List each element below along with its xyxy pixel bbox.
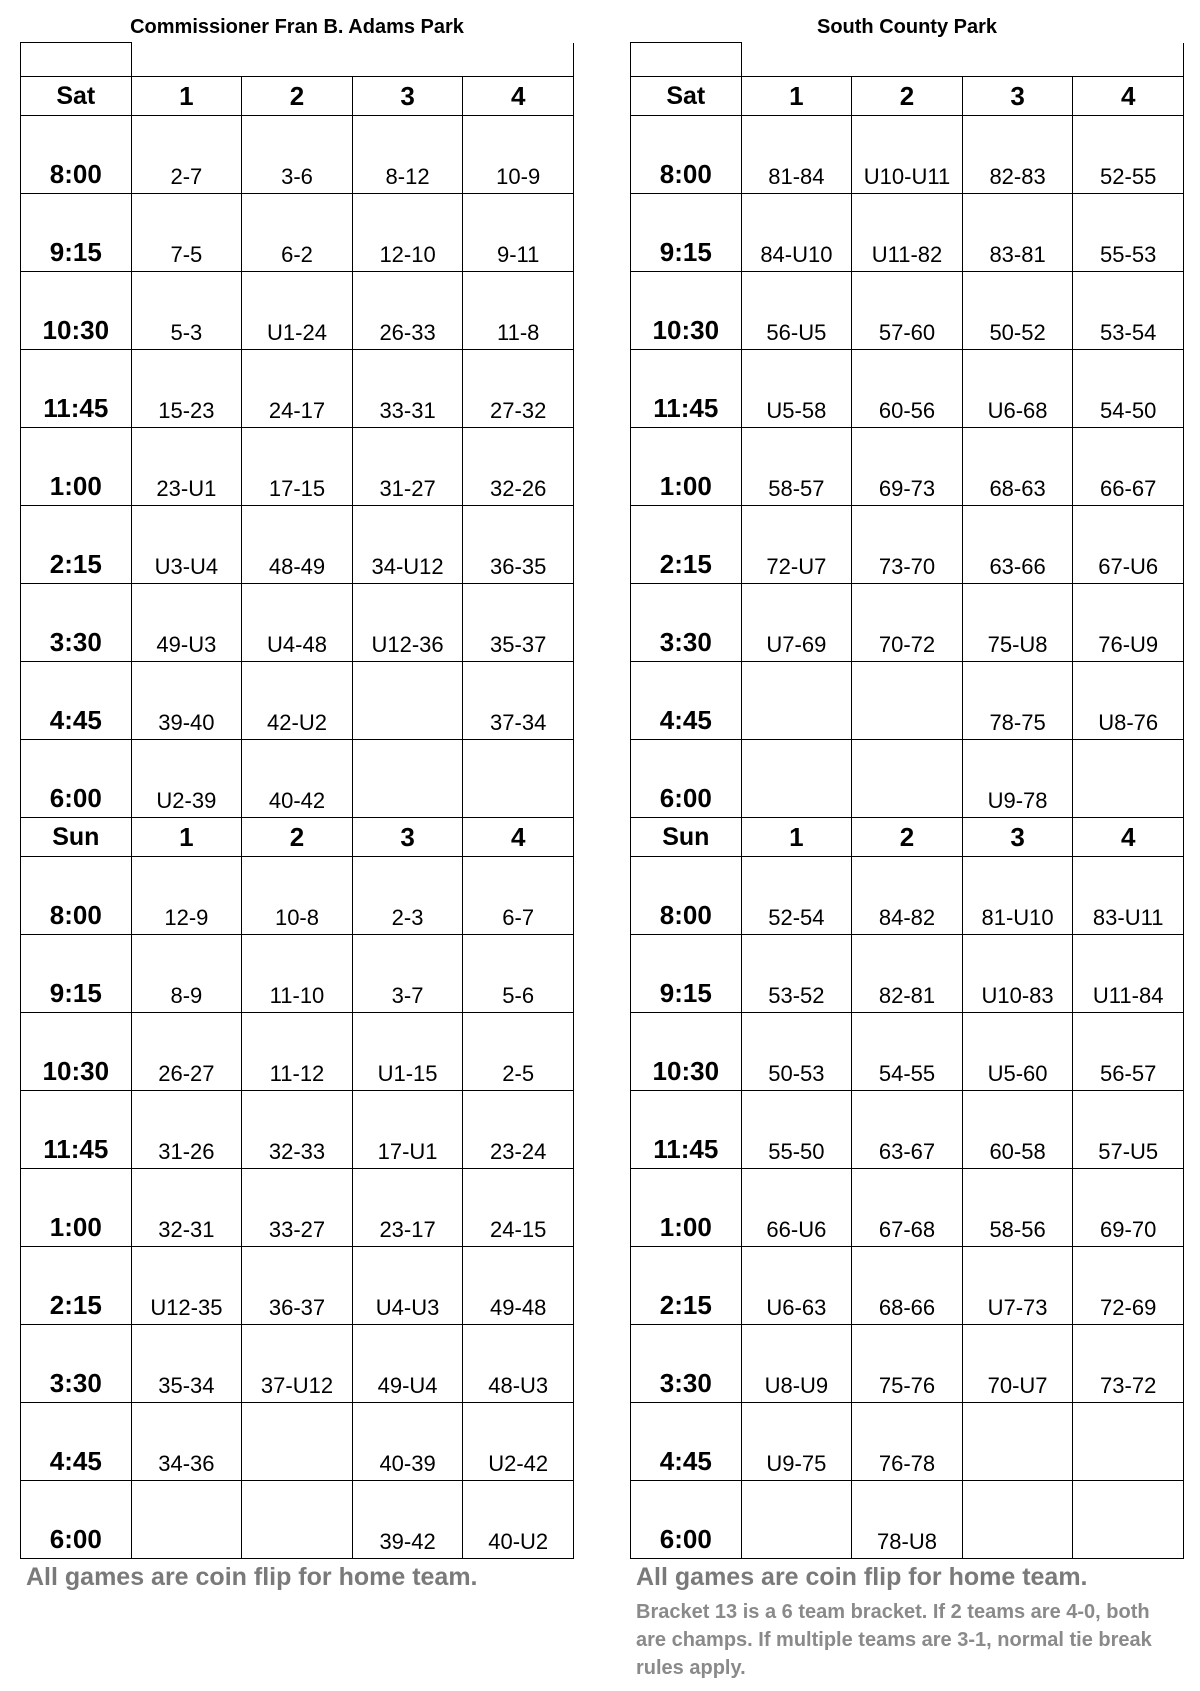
game-cell: 72-U7 — [741, 506, 852, 584]
time-label: 2:15 — [21, 1247, 132, 1325]
time-slot-row — [21, 584, 574, 662]
time-label: 9:15 — [21, 935, 132, 1013]
game-cell: 63-67 — [852, 1091, 963, 1169]
game-cell: 81-U10 — [962, 857, 1073, 935]
game-cell: 40-39 — [352, 1403, 463, 1481]
game-cell: 26-33 — [352, 272, 463, 350]
time-slot-row — [631, 1325, 1184, 1403]
blank-cell — [242, 43, 353, 77]
time-label: 3:30 — [631, 584, 742, 662]
game-cell: 27-32 — [463, 350, 574, 428]
game-cell: 84-82 — [852, 857, 963, 935]
game-cell: 2-7 — [131, 116, 242, 194]
game-cell: 53-54 — [1073, 272, 1184, 350]
schedule-table — [630, 42, 1184, 1559]
day-header-row — [21, 818, 574, 857]
park-title: South County Park — [816, 16, 997, 38]
blank-cell — [741, 43, 852, 77]
game-cell: 52-54 — [741, 857, 852, 935]
time-slot-row — [21, 1247, 574, 1325]
time-label: 4:45 — [631, 662, 742, 740]
time-slot-row — [631, 428, 1184, 506]
time-label: 11:45 — [21, 1091, 132, 1169]
game-cell: 37-34 — [463, 662, 574, 740]
game-cell: 76-U9 — [1073, 584, 1184, 662]
time-label: 3:30 — [631, 1325, 742, 1403]
time-label: 3:30 — [21, 584, 132, 662]
field-label: 1 — [131, 818, 242, 857]
game-cell: 12-10 — [352, 194, 463, 272]
game-cell: 66-U6 — [741, 1169, 852, 1247]
game-cell: 11-12 — [242, 1013, 353, 1091]
time-label: 9:15 — [631, 935, 742, 1013]
game-cell: 31-27 — [352, 428, 463, 506]
blank-cell — [962, 43, 1073, 77]
game-cell: U3-U4 — [131, 506, 242, 584]
blank-cell — [352, 43, 463, 77]
game-cell: 73-72 — [1073, 1325, 1184, 1403]
game-cell: 32-26 — [463, 428, 574, 506]
time-slot-row — [21, 662, 574, 740]
time-label: 1:00 — [21, 1169, 132, 1247]
time-slot-row — [21, 272, 574, 350]
game-cell: 69-73 — [852, 428, 963, 506]
day-header-row — [21, 77, 574, 116]
game-cell: 12-9 — [131, 857, 242, 935]
game-cell: U2-42 — [463, 1403, 574, 1481]
game-cell — [962, 1403, 1073, 1481]
time-slot-row — [21, 428, 574, 506]
game-cell: U8-U9 — [741, 1325, 852, 1403]
game-cell: 70-U7 — [962, 1325, 1073, 1403]
time-label: 4:45 — [21, 662, 132, 740]
game-cell: 57-U5 — [1073, 1091, 1184, 1169]
game-cell: 84-U10 — [741, 194, 852, 272]
time-slot-row — [21, 1013, 574, 1091]
blank-cell — [463, 43, 574, 77]
time-slot-row — [631, 1247, 1184, 1325]
game-cell: 10-9 — [463, 116, 574, 194]
game-cell: U12-35 — [131, 1247, 242, 1325]
game-cell — [242, 1481, 353, 1559]
game-cell — [741, 1481, 852, 1559]
time-slot-row — [21, 350, 574, 428]
time-slot-row — [21, 1481, 574, 1559]
game-cell: 78-75 — [962, 662, 1073, 740]
time-label: 11:45 — [631, 350, 742, 428]
game-cell: 76-78 — [852, 1403, 963, 1481]
game-cell: 17-15 — [242, 428, 353, 506]
game-cell: 23-U1 — [131, 428, 242, 506]
game-cell: 40-U2 — [463, 1481, 574, 1559]
game-cell: 2-3 — [352, 857, 463, 935]
game-cell: 2-5 — [463, 1013, 574, 1091]
game-cell: 49-48 — [463, 1247, 574, 1325]
game-cell: 5-6 — [463, 935, 574, 1013]
game-cell — [352, 740, 463, 818]
game-cell: 81-84 — [741, 116, 852, 194]
field-label: 1 — [131, 77, 242, 116]
time-label: 6:00 — [21, 1481, 132, 1559]
game-cell: 42-U2 — [242, 662, 353, 740]
park-south-county — [630, 12, 1184, 1682]
game-cell: U8-76 — [1073, 662, 1184, 740]
game-cell: 60-58 — [962, 1091, 1073, 1169]
time-slot-row — [21, 1403, 574, 1481]
time-label: 6:00 — [631, 740, 742, 818]
game-cell: 33-27 — [242, 1169, 353, 1247]
game-cell: 6-7 — [463, 857, 574, 935]
game-cell: 68-66 — [852, 1247, 963, 1325]
time-slot-row — [21, 1325, 574, 1403]
game-cell: U10-U11 — [852, 116, 963, 194]
game-cell: U5-60 — [962, 1013, 1073, 1091]
game-cell: 56-57 — [1073, 1013, 1184, 1091]
game-cell: 37-U12 — [242, 1325, 353, 1403]
bracket-note: Bracket 13 is a 6 team bracket. If 2 teams are 4-0, both are champs. If multiple teams are 3-1, normal tie break rules apply. — [636, 1601, 1152, 1679]
field-label: 2 — [852, 77, 963, 116]
time-slot-row — [21, 935, 574, 1013]
game-cell: 54-55 — [852, 1013, 963, 1091]
game-cell: U6-68 — [962, 350, 1073, 428]
schedule-table — [20, 42, 574, 1559]
field-label: 1 — [741, 818, 852, 857]
time-label: 10:30 — [21, 1013, 132, 1091]
game-cell: 73-70 — [852, 506, 963, 584]
field-label: 2 — [242, 818, 353, 857]
game-cell — [741, 740, 852, 818]
game-cell: 23-24 — [463, 1091, 574, 1169]
game-cell: 52-55 — [1073, 116, 1184, 194]
time-label: 9:15 — [21, 194, 132, 272]
time-slot-row — [631, 584, 1184, 662]
time-label: 6:00 — [631, 1481, 742, 1559]
game-cell: 39-42 — [352, 1481, 463, 1559]
time-slot-row — [631, 272, 1184, 350]
game-cell: 70-72 — [852, 584, 963, 662]
blank-cell — [852, 43, 963, 77]
game-cell: 8-9 — [131, 935, 242, 1013]
game-cell: 66-67 — [1073, 428, 1184, 506]
game-cell: 83-U11 — [1073, 857, 1184, 935]
game-cell: 35-34 — [131, 1325, 242, 1403]
time-label: 2:15 — [631, 506, 742, 584]
game-cell — [1073, 1481, 1184, 1559]
time-slot-row — [631, 506, 1184, 584]
time-label: 2:15 — [21, 506, 132, 584]
field-label: 4 — [463, 77, 574, 116]
game-cell: 83-81 — [962, 194, 1073, 272]
game-cell: 34-36 — [131, 1403, 242, 1481]
blank-header-row — [631, 43, 1184, 77]
time-label: 8:00 — [631, 857, 742, 935]
corner-cell — [21, 43, 132, 77]
time-slot-row — [21, 857, 574, 935]
day-header-row — [631, 77, 1184, 116]
day-header-row — [631, 818, 1184, 857]
game-cell: 5-3 — [131, 272, 242, 350]
game-cell: U9-78 — [962, 740, 1073, 818]
game-cell: 67-U6 — [1073, 506, 1184, 584]
game-cell: U10-83 — [962, 935, 1073, 1013]
game-cell: 24-17 — [242, 350, 353, 428]
day-label: Sat — [631, 77, 742, 116]
time-slot-row — [631, 662, 1184, 740]
field-label: 1 — [741, 77, 852, 116]
game-cell: 69-70 — [1073, 1169, 1184, 1247]
game-cell: 9-11 — [463, 194, 574, 272]
game-cell: U1-15 — [352, 1013, 463, 1091]
game-cell: 82-81 — [852, 935, 963, 1013]
game-cell: 26-27 — [131, 1013, 242, 1091]
game-cell — [242, 1403, 353, 1481]
game-cell: U9-75 — [741, 1403, 852, 1481]
game-cell: U12-36 — [352, 584, 463, 662]
game-cell: 48-U3 — [463, 1325, 574, 1403]
game-cell: 36-35 — [463, 506, 574, 584]
game-cell: 23-17 — [352, 1169, 463, 1247]
game-cell: U7-73 — [962, 1247, 1073, 1325]
game-cell — [1073, 1403, 1184, 1481]
game-cell: 32-31 — [131, 1169, 242, 1247]
game-cell: U5-58 — [741, 350, 852, 428]
game-cell: 24-15 — [463, 1169, 574, 1247]
game-cell: 32-33 — [242, 1091, 353, 1169]
park-title: Commissioner Fran B. Adams Park — [130, 16, 464, 38]
game-cell: 3-7 — [352, 935, 463, 1013]
time-label: 11:45 — [21, 350, 132, 428]
game-cell: U4-U3 — [352, 1247, 463, 1325]
game-cell: 58-56 — [962, 1169, 1073, 1247]
game-cell: U2-39 — [131, 740, 242, 818]
time-slot-row — [631, 1403, 1184, 1481]
game-cell: U6-63 — [741, 1247, 852, 1325]
game-cell: 60-56 — [852, 350, 963, 428]
game-cell: 75-76 — [852, 1325, 963, 1403]
field-label: 3 — [352, 77, 463, 116]
game-cell: 49-U3 — [131, 584, 242, 662]
time-label: 1:00 — [631, 1169, 742, 1247]
day-label: Sun — [21, 818, 132, 857]
game-cell: U7-69 — [741, 584, 852, 662]
game-cell: 7-5 — [131, 194, 242, 272]
game-cell: 56-U5 — [741, 272, 852, 350]
game-cell: U1-24 — [242, 272, 353, 350]
game-cell: 11-10 — [242, 935, 353, 1013]
time-slot-row — [21, 506, 574, 584]
field-label: 3 — [962, 818, 1073, 857]
time-label: 8:00 — [21, 116, 132, 194]
game-cell: 72-69 — [1073, 1247, 1184, 1325]
game-cell: 82-83 — [962, 116, 1073, 194]
time-slot-row — [631, 857, 1184, 935]
blank-cell — [131, 43, 242, 77]
game-cell: 6-2 — [242, 194, 353, 272]
time-label: 3:30 — [21, 1325, 132, 1403]
game-cell — [852, 662, 963, 740]
time-label: 6:00 — [21, 740, 132, 818]
time-label: 4:45 — [21, 1403, 132, 1481]
game-cell: U11-82 — [852, 194, 963, 272]
game-cell: 8-12 — [352, 116, 463, 194]
game-cell — [741, 662, 852, 740]
time-slot-row — [21, 1091, 574, 1169]
game-cell: 48-49 — [242, 506, 353, 584]
game-cell: 53-52 — [741, 935, 852, 1013]
time-slot-row — [21, 194, 574, 272]
time-slot-row — [21, 116, 574, 194]
time-slot-row — [631, 1091, 1184, 1169]
game-cell: 54-50 — [1073, 350, 1184, 428]
time-slot-row — [21, 740, 574, 818]
game-cell: 55-50 — [741, 1091, 852, 1169]
game-cell: 35-37 — [463, 584, 574, 662]
game-cell — [1073, 740, 1184, 818]
game-cell: 75-U8 — [962, 584, 1073, 662]
field-label: 4 — [1073, 818, 1184, 857]
time-slot-row — [21, 1169, 574, 1247]
time-label: 10:30 — [631, 272, 742, 350]
time-slot-row — [631, 935, 1184, 1013]
time-slot-row — [631, 194, 1184, 272]
time-slot-row — [631, 350, 1184, 428]
field-label: 3 — [962, 77, 1073, 116]
time-slot-row — [631, 1481, 1184, 1559]
game-cell: 78-U8 — [852, 1481, 963, 1559]
game-cell: 17-U1 — [352, 1091, 463, 1169]
game-cell: 55-53 — [1073, 194, 1184, 272]
time-label: 8:00 — [21, 857, 132, 935]
time-label: 4:45 — [631, 1403, 742, 1481]
game-cell: 10-8 — [242, 857, 353, 935]
game-cell: 36-37 — [242, 1247, 353, 1325]
time-slot-row — [631, 1013, 1184, 1091]
game-cell — [852, 740, 963, 818]
game-cell: 33-31 — [352, 350, 463, 428]
game-cell: 49-U4 — [352, 1325, 463, 1403]
time-slot-row — [631, 1169, 1184, 1247]
time-label: 10:30 — [631, 1013, 742, 1091]
time-label: 1:00 — [21, 428, 132, 506]
time-slot-row — [631, 740, 1184, 818]
coin-flip-note: All games are coin flip for home team. — [26, 1563, 478, 1591]
time-label: 11:45 — [631, 1091, 742, 1169]
game-cell: 68-63 — [962, 428, 1073, 506]
game-cell: 57-60 — [852, 272, 963, 350]
time-label: 8:00 — [631, 116, 742, 194]
time-label: 10:30 — [21, 272, 132, 350]
field-label: 3 — [352, 818, 463, 857]
game-cell — [463, 740, 574, 818]
field-label: 4 — [463, 818, 574, 857]
day-label: Sat — [21, 77, 132, 116]
game-cell: 40-42 — [242, 740, 353, 818]
game-cell: U11-84 — [1073, 935, 1184, 1013]
game-cell: U4-48 — [242, 584, 353, 662]
field-label: 2 — [852, 818, 963, 857]
game-cell: 63-66 — [962, 506, 1073, 584]
field-label: 4 — [1073, 77, 1184, 116]
game-cell: 15-23 — [131, 350, 242, 428]
time-label: 2:15 — [631, 1247, 742, 1325]
blank-header-row — [21, 43, 574, 77]
game-cell: 34-U12 — [352, 506, 463, 584]
game-cell: 50-53 — [741, 1013, 852, 1091]
time-label: 1:00 — [631, 428, 742, 506]
game-cell: 11-8 — [463, 272, 574, 350]
game-cell: 31-26 — [131, 1091, 242, 1169]
park-adams — [20, 12, 574, 1592]
day-label: Sun — [631, 818, 742, 857]
blank-cell — [1073, 43, 1184, 77]
game-cell — [131, 1481, 242, 1559]
game-cell: 50-52 — [962, 272, 1073, 350]
game-cell: 58-57 — [741, 428, 852, 506]
game-cell — [352, 662, 463, 740]
game-cell: 3-6 — [242, 116, 353, 194]
time-label: 9:15 — [631, 194, 742, 272]
time-slot-row — [631, 116, 1184, 194]
field-label: 2 — [242, 77, 353, 116]
coin-flip-note: All games are coin flip for home team. — [636, 1563, 1088, 1591]
game-cell — [962, 1481, 1073, 1559]
game-cell: 67-68 — [852, 1169, 963, 1247]
corner-cell — [631, 43, 742, 77]
game-cell: 39-40 — [131, 662, 242, 740]
